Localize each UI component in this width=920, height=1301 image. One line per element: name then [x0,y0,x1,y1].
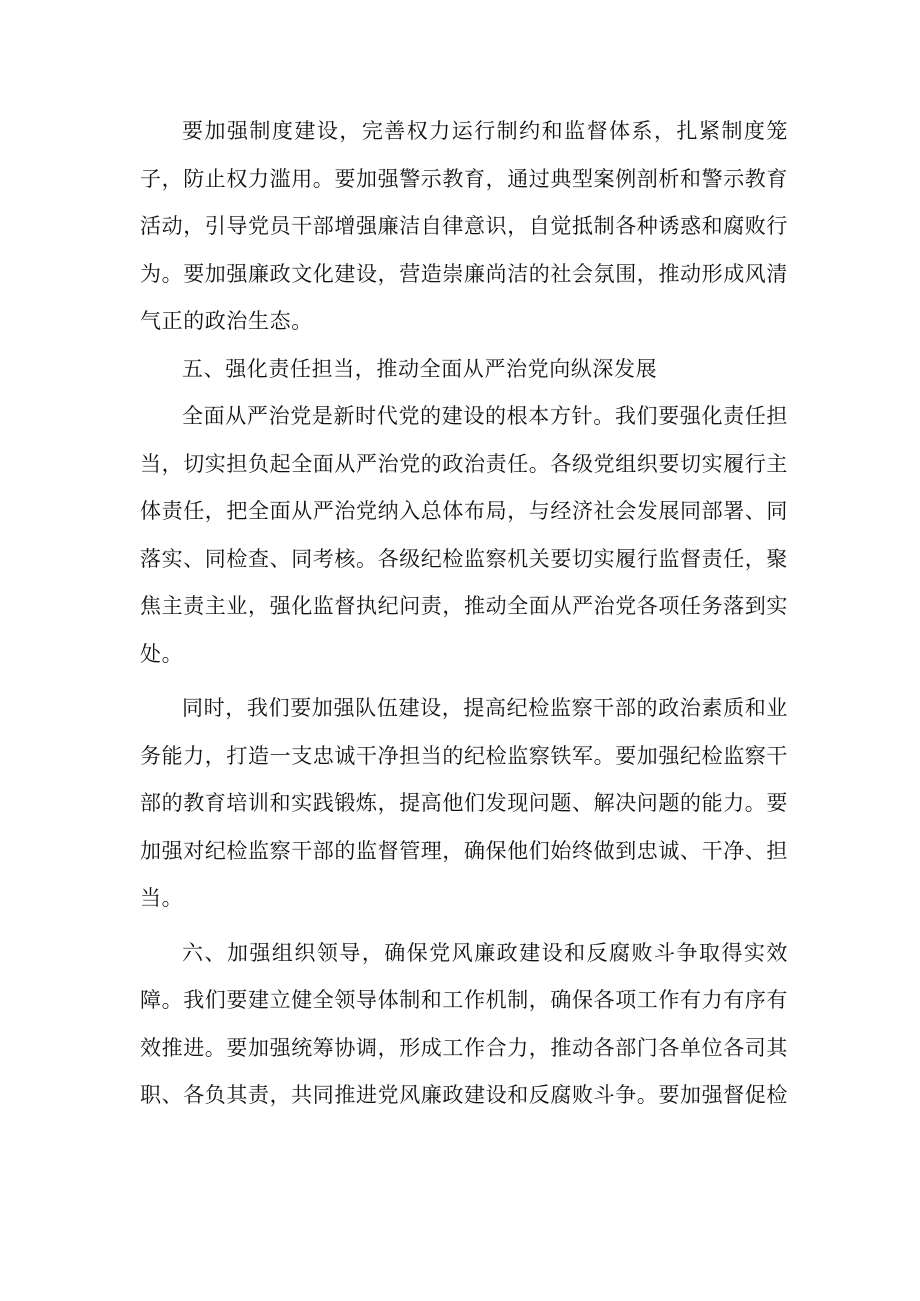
paragraph-institution-building: 要加强制度建设，完善权力运行制约和监督体系，扎紧制度笼子，防止权力滥用。要加强警示教育，通过典型案例剖析和警示教育活动，引导党员干部增强廉洁自律意识，自觉抵制各种诱惑和腐败行为。要加强廉政文化建设，营造崇廉尚洁的社会氛围，推动形成风清气正的政治生态。 [140,119,788,333]
paragraph-organizational-leadership: 六、加强组织领导，确保党风廉政建设和反腐败斗争取得实效障。我们要建立健全领导体制和工作机制，确保各项工作有力有序有效推进。要加强统筹协调，形成工作合力，推动各部门各单位各司其职、各负其责，共同推进党风廉政建设和反腐败斗争。要加强督促检 [140,940,788,1107]
paragraph-responsibility: 全面从严治党是新时代党的建设的根本方针。我们要强化责任担当，切实担负起全面从严治党的政治责任。各级党组织要切实履行主体责任，把全面从严治党纳入总体布局，与经济社会发展同部署、同落实、同检查、同考核。各级纪检监察机关要切实履行监督责任，聚焦主责主业，强化监督执纪问责，推动全面从严治党各项任务落到实处。 [140,404,788,666]
section-heading-five: 五、强化责任担当，推动全面从严治党向纵深发展 [182,356,658,381]
paragraph-team-building: 同时，我们要加强队伍建设，提高纪检监察干部的政治素质和业务能力，打造一支忠诚干净担当的纪检监察铁军。要加强纪检监察干部的教育培训和实践锻炼，提高他们发现问题、解决问题的能力。要加强对纪检监察干部的监督管理，确保他们始终做到忠诚、干净、担当。 [140,696,788,910]
document-page [140,108,788,1120]
